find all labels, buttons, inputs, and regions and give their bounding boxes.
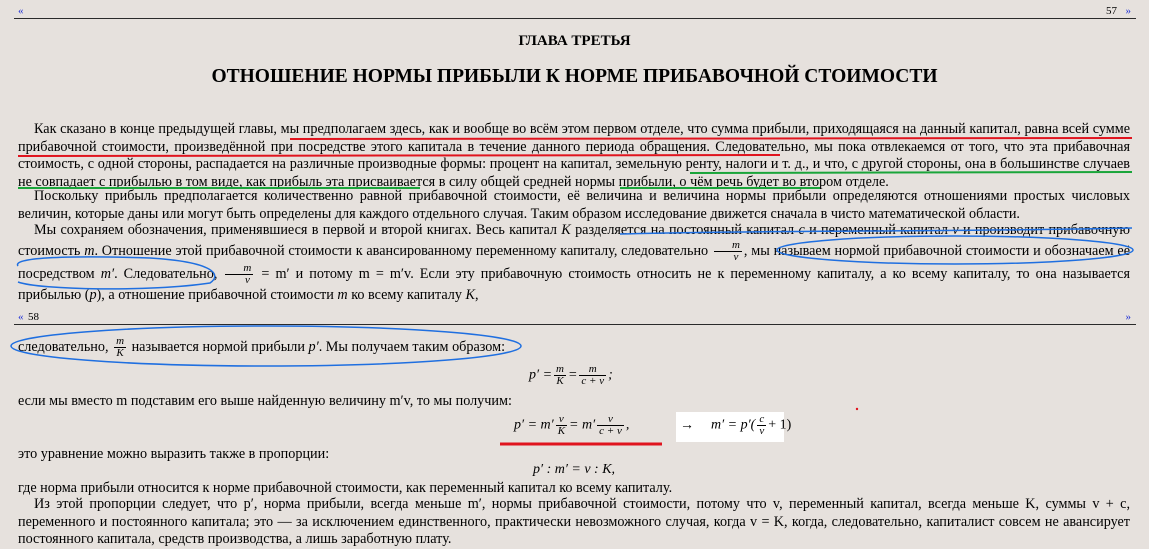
chapter-heading: ГЛАВА ТРЕТЬЯ	[518, 33, 631, 49]
arrow-icon: →	[680, 418, 694, 433]
prev-page-link-58[interactable]: «	[18, 311, 24, 323]
fraction-m-over-K: $\frac{m}{K}$	[116, 335, 125, 359]
page-divider	[14, 18, 1136, 19]
paragraph-2: Поскольку прибыль предполагается количественно равной прибавочной стоимости, её величина и величина нормы прибыли определяются отношениями простых числовых величин, которые даны или могут быть определены для каждого отдельного случая. Таким образом исследование движется сначала в чисто математической области.	[18, 188, 1130, 222]
chapter-title: ОТНОШЕНИЕ НОРМЫ ПРИБЫЛИ К НОРМЕ ПРИБАВОЧНОЙ СТОИМОСТИ	[211, 66, 938, 87]
paragraph-8: Из этой пропорции следует, что p′, норма прибыли, всегда меньше m′, нормы прибавочной стоимости, потому что v, переменный капитал, всегда меньше K, суммы v + c, переменного и постоянного капитала; это — за исключением единственного, практически невозможного случая, когда v = K, когда, следовательно, капиталист совсем не авансирует постоянного капитала, средств производства, а лишь заработную плату.	[18, 496, 1130, 548]
equation-profit-rate: p′ = $\frac{m}{K}$ = $\frac{m}{c + v}$ ;	[529, 363, 613, 387]
next-page-link[interactable]: »	[1125, 5, 1131, 17]
paragraph-6: это уравнение можно выразить также в пропорции:	[18, 446, 330, 462]
page-divider-2	[14, 324, 1136, 325]
equation-proportion: p′ : m′ = v : K,	[533, 462, 616, 477]
prev-page-link[interactable]: «	[18, 5, 24, 17]
fraction-m-over-v-2: $\frac{m}{v}$	[225, 263, 253, 286]
next-page-link-58[interactable]: »	[1125, 311, 1131, 323]
paragraph-5: если мы вместо m подставим его выше найденную величину m′v, то мы получим:	[18, 393, 512, 409]
fraction-m-over-v: $\frac{m}{v}$	[714, 240, 742, 263]
mid-navigation	[0, 311, 1149, 325]
paragraph-7: где норма прибыли относится к норме прибавочной стоимости, как переменный капитал ко всему капиталу.	[18, 480, 673, 496]
equation-inverse: m′ = p′( $\frac{c}{v}$ + 1)	[711, 413, 792, 437]
paragraph-1: Как сказано в конце предыдущей главы, мы предполагаем здесь, как и вообще во всём этом первом отделе, что сумма прибыли, приходящаяся на данный капитал, равна всей сумме прибавочной стоимости, произведённой при посредстве этого капитала в течение данного периода обращения. Следовательно, мы пока отвлекаемся от того, что эта прибавочная стоимость, с одной стороны, распадается на различные производные формы: процент на капитал, земельную ренту, налоги и т. д., и что, с другой стороны, она в большинстве случаев не совпадает с прибылью в том виде, как прибыль эта присваивается в силу общей средней нормы прибыли, о чём речь будет во втором отделе.	[18, 121, 1130, 190]
top-navigation	[0, 5, 1149, 19]
page-number: 57	[1106, 5, 1117, 17]
equation-substituted: p′ = m′ $\frac{v}{K}$ = m′ $\frac{v}{c + v}$ ,	[514, 413, 630, 437]
paragraph-4: следовательно, $\frac{m}{K}$ называется нормой прибыли p′. Мы получаем таким образом:	[18, 335, 506, 359]
page-number-58: 58	[28, 311, 39, 323]
paragraph-3: Мы сохраняем обозначения, применявшиеся в первой и второй книгах. Весь капитал K разделяется на постоянный капитал c и переменный капитал v и производит прибавочную стоимость m. Отношение этой прибавочной стоимости к авансированному переменному капиталу, следовательно $\frac{m}{v}$ , мы называем нормой прибавочной стоимости и обозначаем её посредством m′. Следовательно, $\frac{m}{v}$ = m′ и потому m = m′v. Если эту прибавочную стоимость относить не к переменному капиталу, а ко всему капиталу, то она называется прибылью (p), а отношение прибавочной стоимости m ко всему капиталу K,	[18, 222, 1131, 304]
